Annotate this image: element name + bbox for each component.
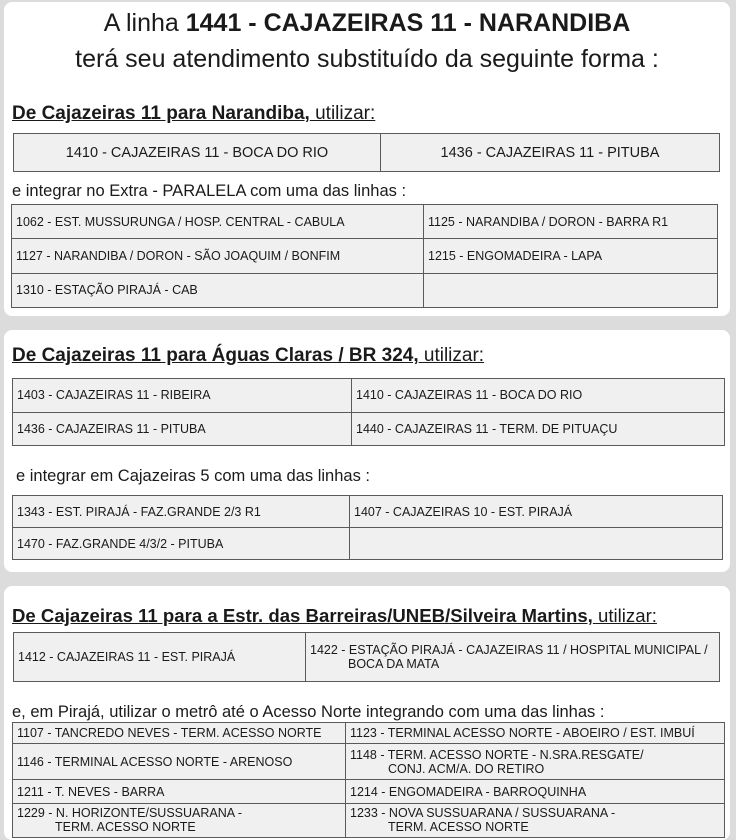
table-row bbox=[12, 273, 718, 307]
line-cell bbox=[346, 803, 725, 837]
section-title-destination: De Cajazeiras 11 para a Estr. das Barreiras/UNEB/Silveira Martins, bbox=[12, 605, 593, 626]
section-title-suffix: utilizar: bbox=[309, 103, 376, 124]
section-title-destination: De Cajazeiras 11 para Narandiba, bbox=[12, 103, 310, 124]
integration-lines-table-cajazeiras-5 bbox=[12, 495, 723, 560]
section-title-suffix: utilizar: bbox=[418, 345, 485, 366]
option-cell: 1410 - CAJAZEIRAS 11 - BOCA DO RIO bbox=[14, 134, 381, 172]
table-row bbox=[12, 239, 718, 273]
option-cell-line: 1422 - ESTAÇÃO PIRAJÁ - CAJAZEIRAS 11 / HOSPITAL MUNICIPAL / bbox=[310, 643, 708, 657]
options-table-aguas-claras bbox=[12, 378, 725, 446]
notice-headline bbox=[4, 8, 730, 38]
section-title-estrada-barreiras bbox=[12, 604, 657, 628]
notice-card-aguas-claras bbox=[4, 330, 730, 572]
line-cell-text: 1233 - NOVA SUSSUARANA / SUSSUARANA - bbox=[350, 806, 616, 821]
notice-card-narandiba bbox=[4, 2, 730, 316]
line-cell: 1107 - TANCREDO NEVES - TERM. ACESSO NORTE bbox=[13, 723, 346, 744]
line-cell: 1215 - ENGOMADEIRA - LAPA bbox=[424, 239, 718, 273]
notice-subheadline: terá seu atendimento substituído da seguinte forma : bbox=[75, 45, 659, 73]
line-cell: 1470 - FAZ.GRANDE 4/3/2 - PITUBA bbox=[13, 528, 350, 560]
line-cell: 1214 - ENGOMADEIRA - BARROQUINHA bbox=[346, 780, 725, 803]
table-row bbox=[13, 744, 725, 780]
table-row bbox=[13, 412, 725, 446]
options-table-narandiba bbox=[13, 133, 720, 172]
table-row bbox=[13, 803, 725, 837]
table-row bbox=[13, 723, 725, 744]
section-title-narandiba bbox=[12, 102, 375, 126]
option-cell: 1436 - CAJAZEIRAS 11 - PITUBA bbox=[13, 412, 352, 446]
section-title-destination: De Cajazeiras 11 para Águas Claras / BR 324, bbox=[12, 345, 419, 366]
table-row bbox=[13, 528, 723, 560]
line-cell bbox=[424, 273, 718, 307]
table-row bbox=[14, 633, 720, 682]
line-cell: 1343 - EST. PIRAJÁ - FAZ.GRANDE 2/3 R1 bbox=[13, 496, 350, 528]
section-title-aguas-claras bbox=[12, 344, 484, 368]
section-title-suffix: utilizar: bbox=[592, 605, 657, 626]
line-cell: 1125 - NARANDIBA / DORON - BARRA R1 bbox=[424, 205, 718, 239]
table-row bbox=[13, 780, 725, 803]
option-cell: 1403 - CAJAZEIRAS 11 - RIBEIRA bbox=[13, 379, 352, 413]
line-cell-text: TERM. ACESSO NORTE bbox=[388, 820, 529, 835]
table-row bbox=[12, 205, 718, 239]
headline-line-name: 1441 - CAJAZEIRAS 11 - NARANDIBA bbox=[185, 9, 631, 37]
option-cell: 1436 - CAJAZEIRAS 11 - PITUBA bbox=[381, 134, 720, 172]
line-cell-text: 1229 - N. HORIZONTE/SUSSUARANA - bbox=[17, 806, 243, 821]
line-cell-text: 1148 - TERM. ACESSO NORTE - N.SRA.RESGATE/ bbox=[350, 747, 644, 762]
headline-prefix: A linha bbox=[103, 9, 179, 37]
integration-lines-table-acesso-norte bbox=[12, 722, 725, 838]
line-cell-text: CONJ. ACM/A. DO RETIRO bbox=[388, 761, 545, 776]
line-cell: 1123 - TERMINAL ACESSO NORTE - ABOEIRO / EST. IMBUÍ bbox=[346, 723, 725, 744]
table-row bbox=[13, 379, 725, 413]
integration-note-cajazeiras-5: e integrar em Cajazeiras 5 com uma das linhas : bbox=[16, 467, 370, 485]
line-cell: 1062 - EST. MUSSURUNGA / HOSP. CENTRAL - CABULA bbox=[12, 205, 424, 239]
integration-note-extra-paralela: e integrar no Extra - PARALELA com uma das linhas : bbox=[12, 182, 407, 200]
notice-card-estrada-barreiras bbox=[4, 586, 730, 840]
option-cell bbox=[306, 633, 720, 682]
integration-lines-table-paralela bbox=[11, 204, 718, 308]
integration-note-acesso-norte: e, em Pirajá, utilizar o metrô até o Acesso Norte integrando com uma das linhas : bbox=[12, 703, 605, 721]
line-cell: 1211 - T. NEVES - BARRA bbox=[13, 780, 346, 803]
line-cell: 1146 - TERMINAL ACESSO NORTE - ARENOSO bbox=[13, 744, 346, 780]
line-cell: 1127 - NARANDIBA / DORON - SÃO JOAQUIM / BONFIM bbox=[12, 239, 424, 273]
option-cell-line: BOCA DA MATA bbox=[348, 657, 440, 671]
table-row bbox=[13, 496, 723, 528]
line-cell bbox=[13, 803, 346, 837]
line-cell bbox=[350, 528, 723, 560]
options-table-estrada-barreiras bbox=[13, 632, 720, 682]
line-cell bbox=[346, 744, 725, 780]
option-cell: 1440 - CAJAZEIRAS 11 - TERM. DE PITUAÇU bbox=[352, 412, 725, 446]
line-cell: 1407 - CAJAZEIRAS 10 - EST. PIRAJÁ bbox=[350, 496, 723, 528]
option-cell: 1412 - CAJAZEIRAS 11 - EST. PIRAJÁ bbox=[14, 633, 306, 682]
line-cell-text: TERM. ACESSO NORTE bbox=[55, 820, 196, 835]
line-cell: 1310 - ESTAÇÃO PIRAJÁ - CAB bbox=[12, 273, 424, 307]
option-cell: 1410 - CAJAZEIRAS 11 - BOCA DO RIO bbox=[352, 379, 725, 413]
